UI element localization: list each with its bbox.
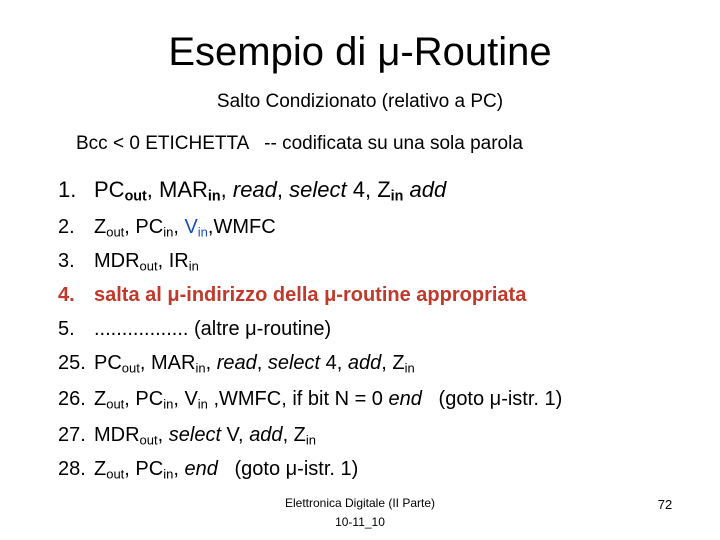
step-number: 2. xyxy=(58,216,75,238)
step-italic: read xyxy=(216,352,257,374)
step-subscript: out xyxy=(106,224,125,240)
step-subscript: out xyxy=(121,360,140,376)
step-28 xyxy=(58,456,358,482)
step-text: , xyxy=(157,424,169,446)
step-number: 26. xyxy=(58,388,86,410)
step-text: MDR xyxy=(94,250,140,272)
step-italic: end xyxy=(184,458,218,480)
footer-course: Elettronica Digitale (II Parte) xyxy=(284,496,436,510)
step-text: , PC xyxy=(124,388,164,410)
step-text: ,WMFC, if bit N = 0 xyxy=(207,388,389,410)
step-text: , xyxy=(220,177,233,202)
step-text: , xyxy=(256,352,268,374)
step-subscript: in xyxy=(390,188,404,205)
step-text: , V xyxy=(173,388,198,410)
step-text: , xyxy=(173,458,185,480)
step-subscript: in xyxy=(163,224,174,240)
step-26 xyxy=(58,386,562,412)
step-subscript: out xyxy=(124,188,147,205)
step-3 xyxy=(58,248,199,274)
step-text: PC xyxy=(94,177,125,202)
step-number: 27. xyxy=(58,424,86,446)
step-italic: end xyxy=(388,388,422,410)
step-text: , xyxy=(173,216,185,238)
step-subscript: in xyxy=(195,360,206,376)
step-text: , xyxy=(276,177,290,202)
step-subscript: out xyxy=(139,432,158,448)
step-number: 28. xyxy=(58,458,86,480)
step-number: 4. xyxy=(58,284,75,306)
step-italic: read xyxy=(232,177,277,202)
step-italic: add xyxy=(249,424,283,446)
step-subscript: in xyxy=(305,432,317,448)
instruction-op: < xyxy=(112,133,125,154)
step-text: PC xyxy=(94,352,122,374)
step-text: , PC xyxy=(124,458,164,480)
step-number: 5. xyxy=(58,318,75,340)
step-text: , Z xyxy=(381,352,405,374)
instruction-comment: -- codificata su una sola parola xyxy=(264,133,523,154)
step-number: 3. xyxy=(58,250,75,272)
step-italic: add xyxy=(409,177,447,202)
step-text: 4, Z xyxy=(346,177,391,202)
instruction-opcode: Bcc xyxy=(76,133,108,154)
instruction-operand: 0 ETICHETTA xyxy=(129,133,249,154)
step-subscript: out xyxy=(106,396,125,412)
step-5 xyxy=(58,316,331,342)
instruction-line xyxy=(76,132,523,156)
step-subscript: in xyxy=(197,224,208,240)
step-text: ,WMFC xyxy=(207,216,276,238)
step-text: Z xyxy=(94,458,107,480)
step-2 xyxy=(58,214,276,240)
step-27 xyxy=(58,422,316,448)
step-25 xyxy=(58,350,415,376)
step-text: ................. (altre μ-routine) xyxy=(94,318,332,340)
slide-footer xyxy=(240,494,480,532)
step-text: , IR xyxy=(157,250,189,272)
step-italic: add xyxy=(347,352,382,374)
step-italic: select xyxy=(289,177,347,202)
step-text: , PC xyxy=(124,216,164,238)
step-subscript: in xyxy=(188,258,199,274)
step-text: , MAR xyxy=(139,352,196,374)
step-subscript: in xyxy=(207,188,221,205)
step-subscript: in xyxy=(163,466,174,482)
step-text: 4, xyxy=(320,352,348,374)
step-text: , Z xyxy=(282,424,306,446)
step-text: , MAR xyxy=(146,177,208,202)
step-highlight: V xyxy=(184,216,198,238)
step-text: (goto μ-istr. 1) xyxy=(217,458,359,480)
slide-subtitle: Salto Condizionato (relativo a PC) xyxy=(216,91,504,112)
step-italic: select xyxy=(267,352,321,374)
step-1 xyxy=(58,176,446,204)
step-text: , xyxy=(205,352,217,374)
step-number: 25. xyxy=(58,352,86,374)
step-subscript: in xyxy=(163,396,174,412)
step-text: MDR xyxy=(94,424,140,446)
step-text: Z xyxy=(94,216,107,238)
step-subscript: out xyxy=(139,258,158,274)
step-text: Z xyxy=(94,388,107,410)
step-4 xyxy=(58,282,526,308)
footer-year: 10-11_10 xyxy=(335,515,385,529)
step-italic: select xyxy=(168,424,221,446)
step-text: V, xyxy=(221,424,250,446)
step-text: salta al μ-indirizzo della μ-routine appropriata xyxy=(94,284,527,306)
page-number: 72 xyxy=(657,497,673,512)
step-subscript: in xyxy=(197,396,208,412)
step-subscript: in xyxy=(404,360,415,376)
step-number: 1. xyxy=(58,177,77,202)
slide-title: Esempio di μ-Routine xyxy=(168,30,552,74)
step-subscript: out xyxy=(106,466,125,482)
step-text: (goto μ-istr. 1) xyxy=(421,388,563,410)
